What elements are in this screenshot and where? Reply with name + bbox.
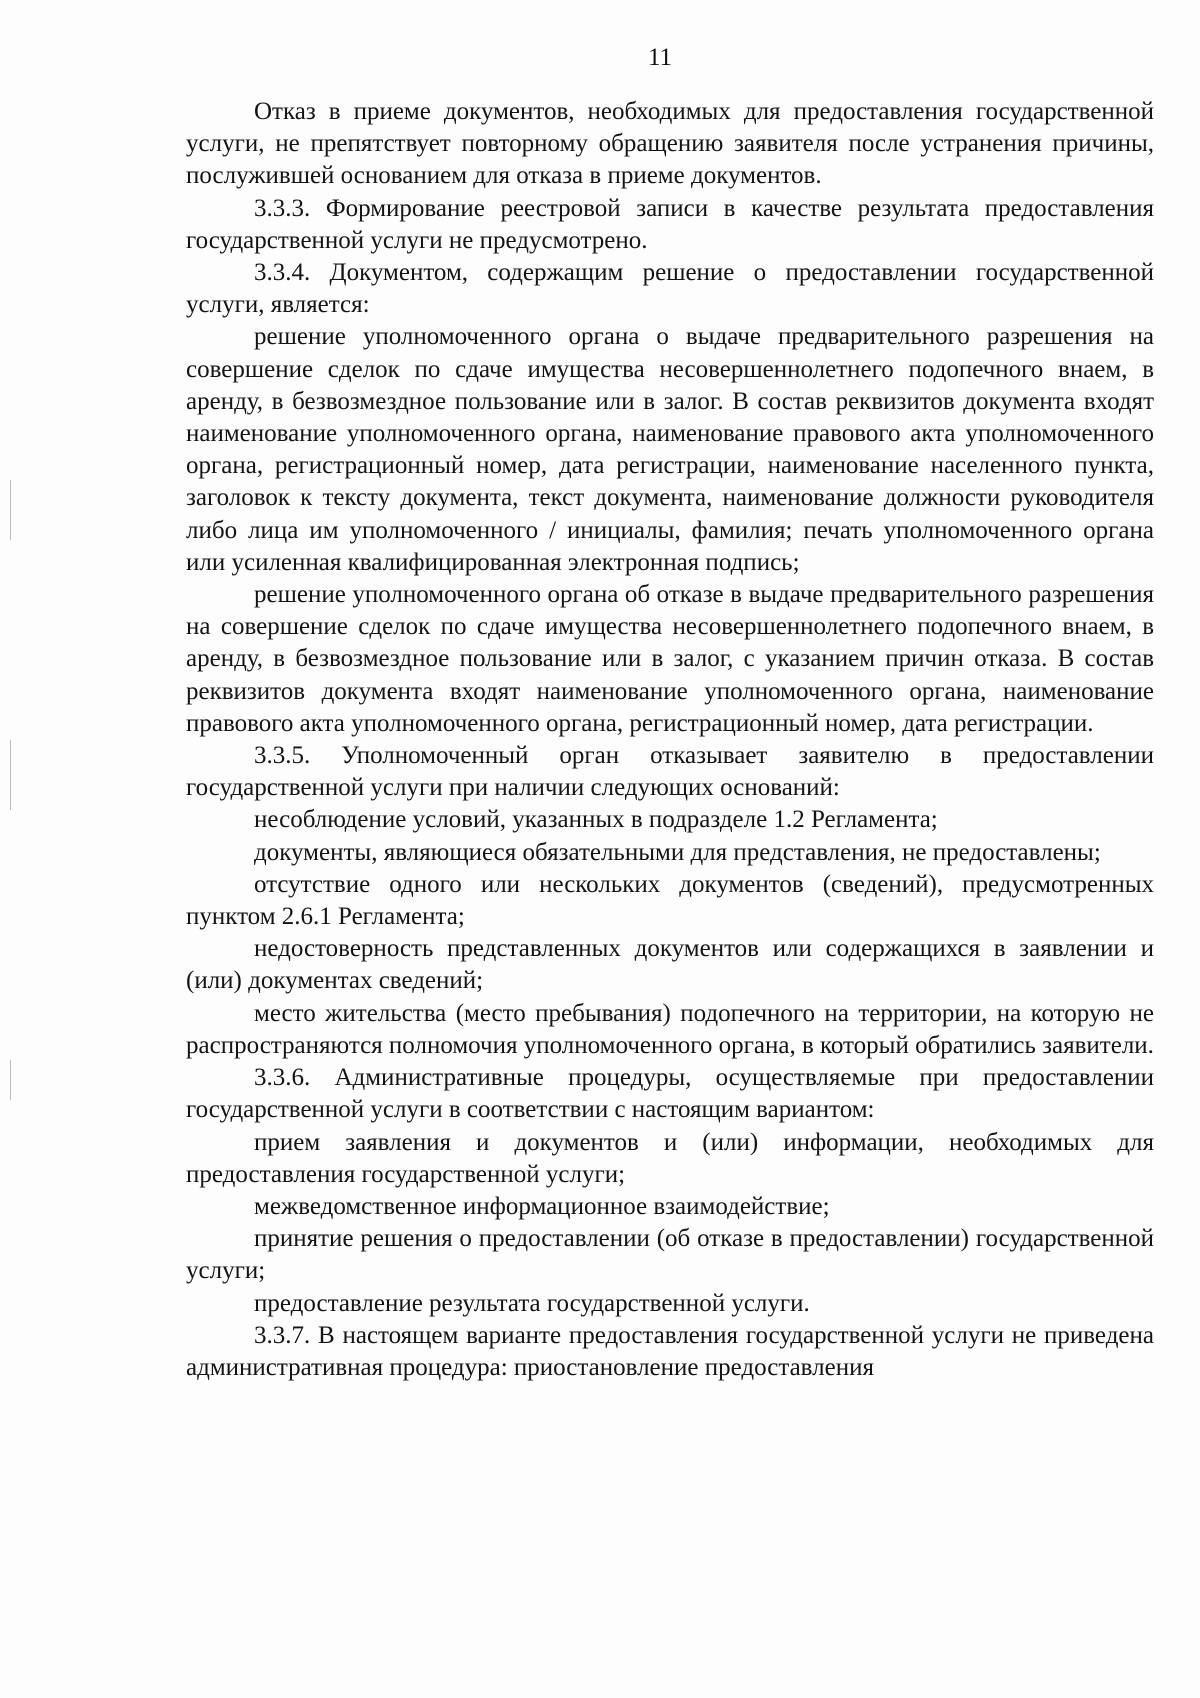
paragraph: межведомственное информационное взаимодействие; (254, 1192, 830, 1220)
paragraph: прием заявления и документов и (или) информации, необходимых для предоставления государственной услуги; (186, 1128, 1154, 1188)
paragraph: решение уполномоченного органа об отказе в выдаче предварительного разрешения на совершение сделок по сдаче имущества несовершеннолетнего подопечного внаем, в аренду, в безвозмездное пользование или в залог, с указанием причин отказа. В состав реквизитов документа входят наименование уполномоченного органа, наименование правового акта уполномоченного органа, регистрационный номер, дата регистрации. (186, 581, 1154, 737)
paragraph: несоблюдение условий, указанных в подразделе 1.2 Регламента; (254, 806, 938, 834)
scan-artifact-mark (10, 740, 11, 810)
scan-artifact-mark (10, 480, 11, 540)
paragraph: 3.3.6. Административные процедуры, осуществляемые при предоставлении государственной услуги в соответствии с настоящим вариантом: (186, 1064, 1154, 1124)
scan-artifact-mark (10, 1060, 11, 1100)
paragraph: 3.3.4. Документом, содержащим решение о предоставлении государственной услуги, является: (186, 259, 1154, 319)
paragraph: место жительства (место пребывания) подопечного на территории, на которую не распространяются полномочия уполномоченного органа, в который обратились заявители. (186, 999, 1154, 1059)
document-body (186, 96, 1154, 1384)
paragraph: недостоверность представленных документов или содержащихся в заявлении и (или) документах сведений; (186, 935, 1154, 995)
paragraph: принятие решения о предоставлении (об отказе в предоставлении) государственной услуги; (186, 1225, 1154, 1285)
page-number: 11 (647, 44, 673, 71)
paragraph: 3.3.3. Формирование реестровой записи в качестве результата предоставления государственной услуги не предусмотрено. (186, 194, 1154, 254)
paragraph: 3.3.5. Уполномоченный орган отказывает заявителю в предоставлении государственной услуги при наличии следующих оснований: (186, 742, 1154, 802)
paragraph: документы, являющиеся обязательными для представления, не предоставлены; (254, 838, 1101, 866)
paragraph: 3.3.7. В настоящем варианте предоставления государственной услуги не приведена административная процедура: приостановление предоставления (186, 1321, 1154, 1381)
paragraph: Отказ в приеме документов, необходимых для предоставления государственной услуги, не препятствует повторному обращению заявителя после устранения причины, послужившей основанием для отказа в приеме документов. (186, 98, 1154, 190)
paragraph: решение уполномоченного органа о выдаче предварительного разрешения на совершение сделок по сдаче имущества несовершеннолетнего подопечного внаем, в аренду, в безвозмездное пользование или в залог. В состав реквизитов документа входят наименование уполномоченного органа, наименование правового акта уполномоченного органа, регистрационный номер, дата регистрации, наименование населенного пункта, заголовок к тексту документа, текст документа, наименование должности руководителя либо лица им уполномоченного / инициалы, фамилия; печать уполномоченного органа или усиленная квалифицированная электронная подпись; (186, 323, 1154, 576)
paragraph: отсутствие одного или нескольких документов (сведений), предусмотренных пунктом 2.6.1 Регламента; (186, 870, 1154, 931)
paragraph: предоставление результата государственной услуги. (254, 1289, 810, 1317)
